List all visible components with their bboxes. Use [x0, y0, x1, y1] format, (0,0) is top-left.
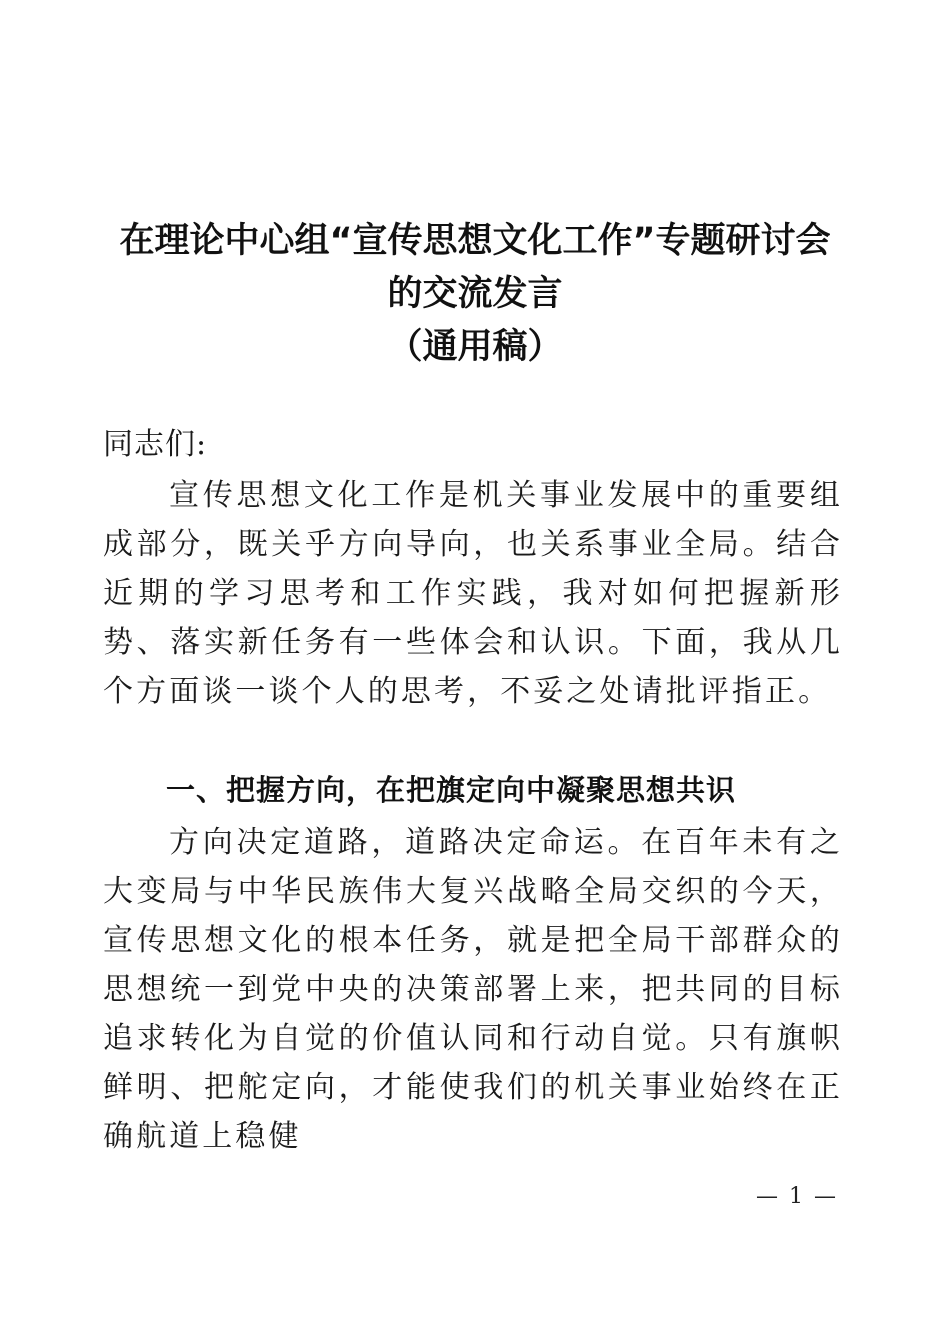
intro-paragraph: 宣传思想文化工作是机关事业发展中的重要组成部分，既关乎方向导向，也关系事业全局。结合近期的学习思考和工作实践，我对如何把握新形势、落实新任务有一些体会和认识。下面，我从几个方面谈一谈个人的思考，不妥之处请批评指正。: [103, 478, 843, 709]
section-1-paragraph: 方向决定道路，道路决定命运。在百年未有之大变局与中华民族伟大复兴战略全局交织的今天，宣传思想文化的根本任务，就是把全局干部群众的思想统一到党中央的决策部署上来，把共同的目标追求转化为自觉的价值认同和行动自觉。只有旗帜鲜明、把舵定向，才能使我们的机关事业始终在正确航道上稳健: [103, 825, 843, 1154]
page-number: — 1 —: [756, 1184, 838, 1209]
title-line-3: （通用稿）: [387, 327, 563, 367]
section-1-heading: 一、把握方向，在把旗定向中凝聚思想共识: [166, 773, 737, 807]
title-line-2: 的交流发言: [387, 274, 563, 314]
title-line-1: 在理论中心组“宣传思想文化工作”专题研讨会: [119, 221, 831, 261]
salutation: 同志们:: [103, 427, 208, 462]
document-title: [0, 215, 950, 374]
